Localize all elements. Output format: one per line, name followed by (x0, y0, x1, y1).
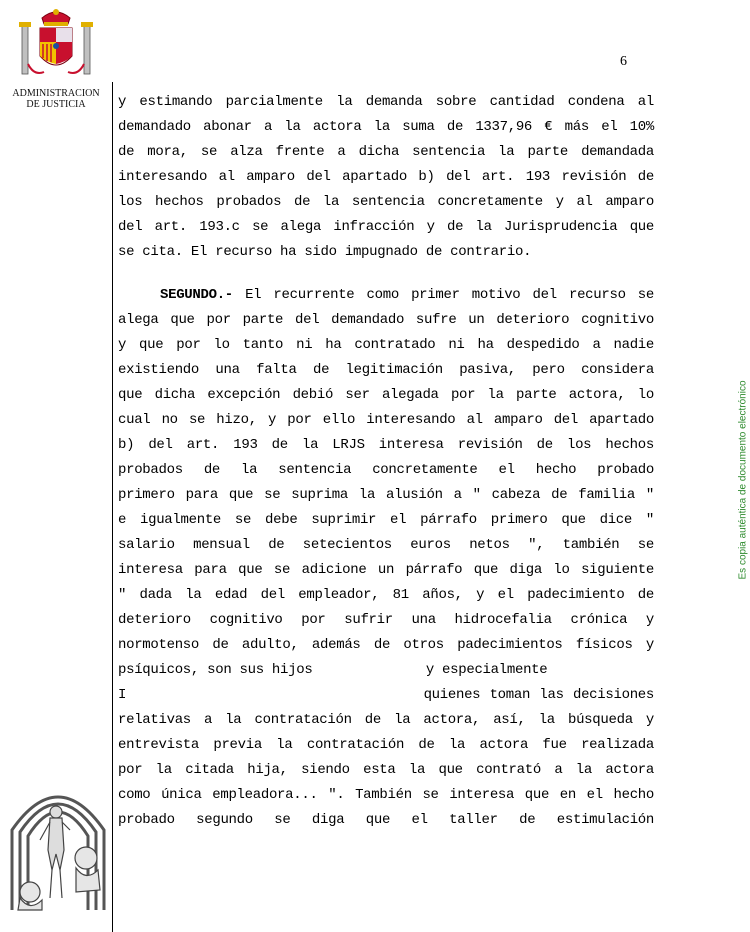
text-line: los hechos probados de la sentencia concretamente y al amparo (118, 194, 654, 210)
text-line: cual no se hizo, y por ello interesando al amparo del apartado (118, 412, 654, 428)
text-line: e igualmente se debe suprimir el párrafo primero que dice " (118, 512, 654, 528)
text-line: alega que por parte del demandado sufre un deterioro cognitivo (118, 312, 654, 328)
text-line: salario mensual de setecientos euros netos ", también se (118, 537, 654, 553)
text-line: entrevista previa la contratación de la actora fue realizada (118, 737, 654, 753)
institution-label-line2: DE JUSTICIA (26, 99, 86, 110)
authenticity-side-note-text: Es copia auténtica de documento electrónico (737, 380, 749, 580)
text-line: como única empleadora... ". También se interesa que en el hecho (118, 787, 654, 803)
text-line: I quienes toman las decisiones (118, 687, 654, 703)
hercules-lions-seal-emblem (6, 770, 110, 916)
text-line: probados de la sentencia concretamente el hecho probado (118, 462, 654, 478)
text-line: psíquicos, son sus hijos y especialmente (118, 662, 548, 678)
institution-label-line1: ADMINISTRACION (12, 88, 100, 99)
text-line: relativas a la contratación de la actora, así, la búsqueda y (118, 712, 654, 728)
margin-rule (112, 82, 113, 932)
text-line: y estimando parcialmente la demanda sobre cantidad condena al (118, 94, 654, 110)
authenticity-side-note (733, 375, 750, 585)
text-line: y que por lo tanto ni ha contratado ni ha despedido a nadie (118, 337, 654, 353)
text-line: del art. 193.c se alega infracción y de la Jurisprudencia que (118, 219, 654, 235)
paragraph-2-first-line (118, 283, 654, 308)
text-line: primero para que se suprima la alusión a " cabeza de familia " (118, 487, 654, 503)
text-line: interesa para que se adicione un párrafo que diga lo siguiente (118, 562, 654, 578)
text-line: que dicha excepción debió ser alegada por la parte actora, lo (118, 387, 654, 403)
text-line: demandado abonar a la actora la suma de 1337,96 € más el 10% (118, 119, 654, 135)
page-number: 6 (620, 54, 627, 69)
paragraph-1 (118, 90, 654, 265)
text-line: probado segundo se diga que el taller de estimulación (118, 812, 654, 828)
text-line: existiendo una falta de legitimación pasiva, pero considera (118, 362, 654, 378)
paragraph-2 (118, 283, 654, 833)
text-line: de mora, se alza frente a dicha sentencia la parte demandada (118, 144, 654, 160)
text-line: b) del art. 193 de la LRJS interesa revisión de los hechos (118, 437, 654, 453)
text-line: interesando al amparo del apartado b) del art. 193 revisión de (118, 169, 654, 185)
section-heading: SEGUNDO.- (160, 287, 233, 303)
text-line: deterioro cognitivo por sufrir una hidrocefalia crónica y (118, 612, 654, 628)
coat-of-arms-emblem (14, 4, 98, 88)
text-fragment: El recurrente como primer motivo del recurso se (245, 287, 655, 303)
text-line: normotenso de adulto, además de otros padecimientos físicos y (118, 637, 654, 653)
text-line: se cita. El recurso ha sido impugnado de contrario. (118, 244, 532, 260)
text-line: por la citada hija, siendo esta la que contrató a la actora (118, 762, 654, 778)
institution-label (6, 88, 106, 110)
text-line: " dada la edad del empleador, 81 años, y el padecimiento de (118, 587, 654, 603)
